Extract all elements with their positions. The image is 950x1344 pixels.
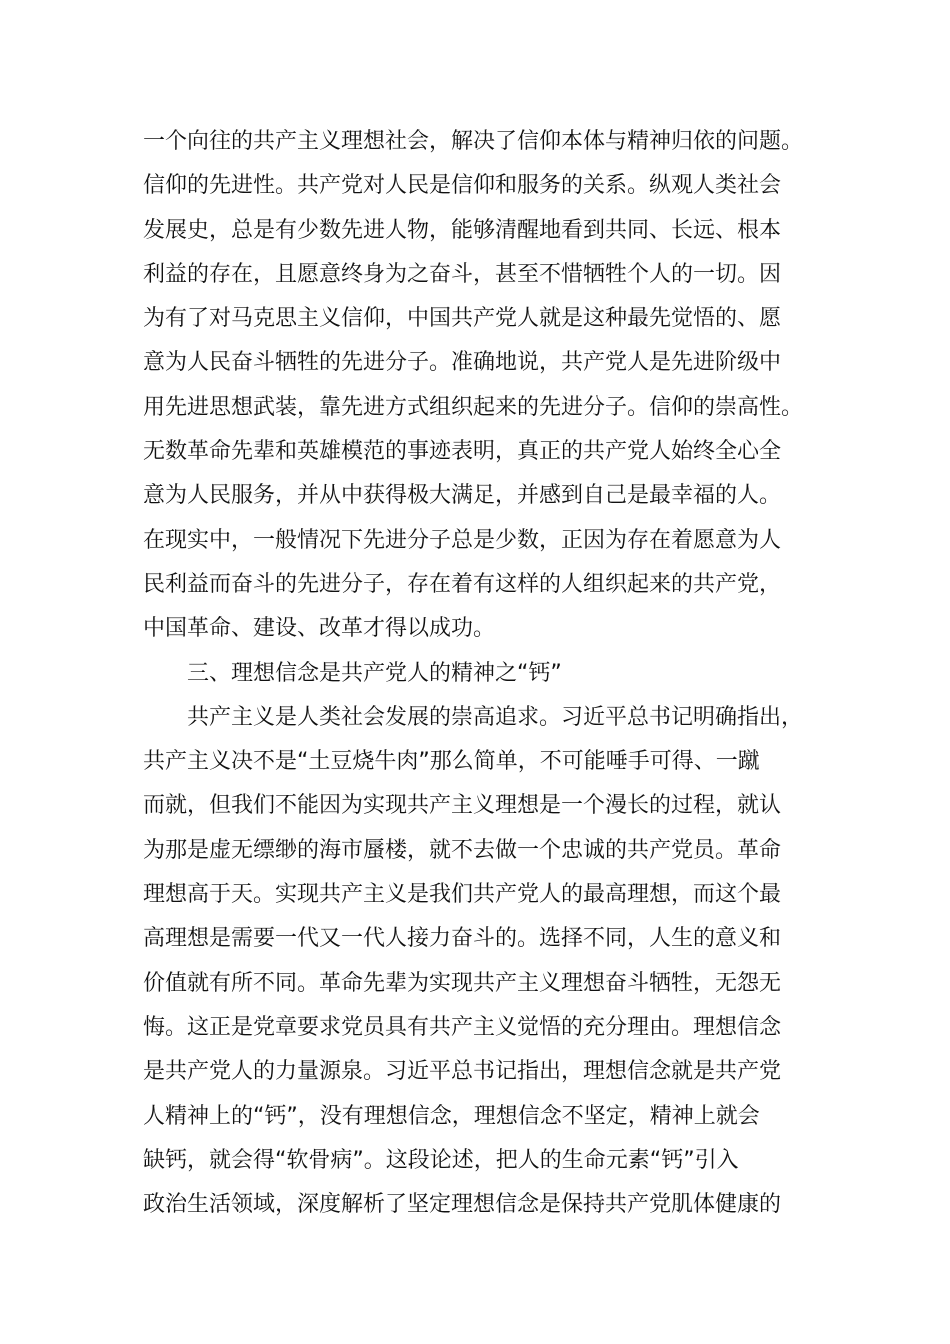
text-line: 缺钙，就会得“软骨病”。这段论述，把人的生命元素“钙”引入 (143, 1147, 739, 1173)
text-line: 价值就有所不同。革命先辈为实现共产主义理想奋斗牺牲，无怨无 (143, 970, 782, 996)
text-line: 意为人民奋斗牺牲的先进分子。准确地说，共产党人是先进阶级中 (143, 350, 782, 376)
text-line: 信仰的先进性。共产党对人民是信仰和服务的关系。纵观人类社会 (143, 173, 782, 199)
text-line: 政治生活领域，深度解析了坚定理想信念是保持共产党肌体健康的 (143, 1192, 782, 1218)
text-line: 共产主义是人类社会发展的崇高追求。习近平总书记明确指出， (187, 704, 804, 730)
text-line: 人精神上的“钙”，没有理想信念，理想信念不坚定，精神上就会 (143, 1103, 760, 1129)
text-line: 无数革命先辈和英雄模范的事迹表明，真正的共产党人始终全心全 (143, 439, 782, 465)
text-line: 为有了对马克思主义信仰，中国共产党人就是这种最先觉悟的、愿 (143, 306, 782, 332)
text-line: 意为人民服务，并从中获得极大满足，并感到自己是最幸福的人。 (143, 483, 782, 509)
body-text (143, 120, 823, 1227)
section-heading: 三、理想信念是共产党人的精神之“钙” (187, 660, 562, 686)
text-line: 为那是虚无缥缈的海市蜃楼，就不去做一个忠诚的共产党员。革命 (143, 837, 782, 863)
text-line: 用先进思想武装，靠先进方式组织起来的先进分子。信仰的崇高性。 (143, 394, 804, 420)
text-line: 理想高于天。实现共产主义是我们共产党人的最高理想，而这个最 (143, 882, 782, 908)
text-line: 高理想是需要一代又一代人接力奋斗的。选择不同，人生的意义和 (143, 926, 782, 952)
text-line: 发展史，总是有少数先进人物，能够清醒地看到共同、长远、根本 (143, 217, 782, 243)
text-line: 一个向往的共产主义理想社会，解决了信仰本体与精神归依的问题。 (143, 129, 804, 154)
text-line: 民利益而奋斗的先进分子，存在着有这样的人组织起来的共产党， (143, 571, 782, 597)
text-line: 在现实中，一般情况下先进分子总是少数，正因为存在着愿意为人 (143, 527, 782, 553)
text-line: 共产主义决不是“土豆烧牛肉”那么简单，不可能唾手可得、一蹴 (143, 749, 760, 775)
text-line: 利益的存在，且愿意终身为之奋斗，甚至不惜牺牲个人的一切。因 (143, 261, 782, 287)
text-line: 悔。这正是党章要求党员具有共产主义觉悟的充分理由。理想信念 (143, 1014, 782, 1040)
text-line: 是共产党人的力量源泉。习近平总书记指出，理想信念就是共产党 (143, 1059, 782, 1085)
text-line: 中国革命、建设、改革才得以成功。 (143, 616, 496, 642)
text-line: 而就，但我们不能因为实现共产主义理想是一个漫长的过程，就认 (143, 793, 782, 819)
